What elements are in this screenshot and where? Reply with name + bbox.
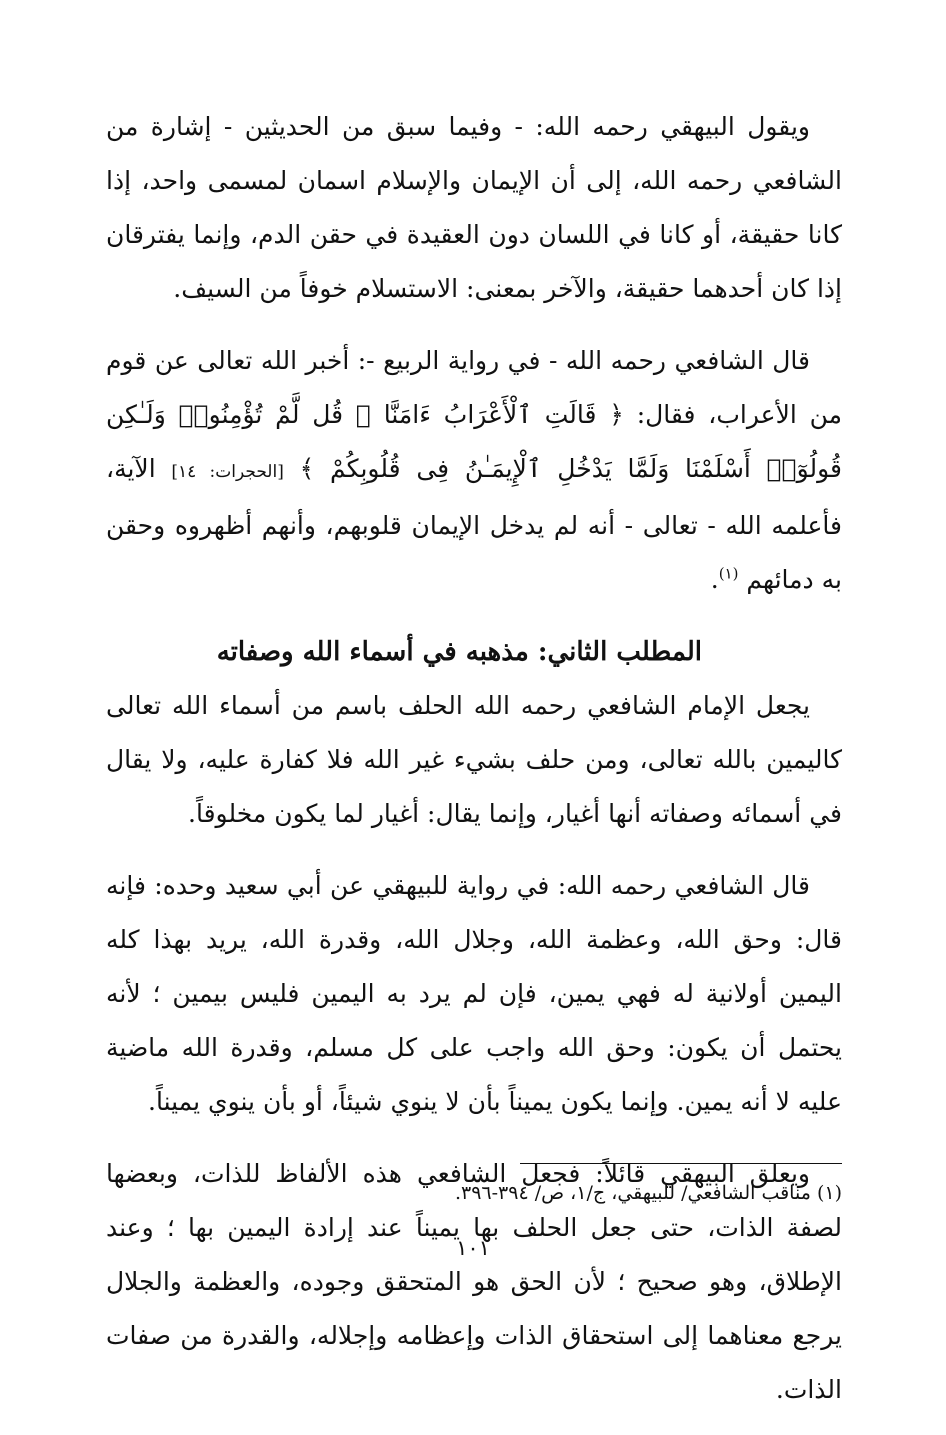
period: .	[710, 565, 719, 594]
quran-verse: ﴿ قَالَتِ ٱلْأَعْرَابُ ءَامَنَّا ۖ قُل لَّمْ تُؤْمِنُوا۟ وَلَـٰكِن قُولُوٓا۟ أَسْلَمْنَا وَلَمَّا يَدْخُلِ ٱلْإِيمَـٰنُ فِى قُلُوبِكُمْ ﴾	[106, 400, 842, 483]
paragraph-bayhaqi-commentary: ويقول البيهقي رحمه الله: - وفيما سبق من الحديثين - إشارة من الشافعي رحمه الله، إلى أن الإيمان والإسلام اسمان لمسمى واحد، إذا كانا حقيقة، أو كانا في اللسان دون العقيدة في حقن الدم، وإنما يفترقان إذا كان أحدهما حقيقة، والآخر بمعنى: الاستسلام خوفاً من السيف.	[106, 112, 842, 303]
paragraph-bayhaqi-conclusion: ويعلق البيهقي قائلاً: فجعل الشافعي هذه الألفاظ للذات، وبعضها لصفة الذات، حتى جعل الحلف بها يميناً عند إرادة اليمين بها ؛ وعند الإطلاق، وهو صحيح ؛ لأن الحق هو المتحقق وجوده، والعظمة والجلال يرجع معناهما إلى استحقاق الذات وإعظامه وإجلاله، والقدرة من صفات الذات.	[106, 1159, 842, 1404]
surah-reference: [الحجرات: ١٤]	[171, 462, 284, 482]
footnote	[106, 1178, 842, 1208]
footnote-marker: (١)	[718, 564, 739, 583]
main-text	[106, 100, 842, 1435]
page-number: ١٠١	[456, 1236, 490, 1260]
footnote-number: (١)	[816, 1182, 842, 1204]
footnote-divider	[520, 1163, 842, 1164]
paragraph-intro-text: قال الشافعي رحمه الله - في رواية الربيع -: أخبر الله تعالى عن قوم من الأعراب، فقال:	[106, 346, 842, 429]
paragraph-oath-by-names: يجعل الإمام الشافعي رحمه الله الحلف باسم من أسماء الله تعالى كاليمين بالله تعالى، ومن حلف بشيء غير الله فلا كفارة عليه، ولا يقال في أسمائه وصفاته أنها أغيار، وإنما يقال: أغيار لما يكون مخلوقاً.	[106, 691, 842, 828]
footnote-text: مناقب الشافعي/ للبيهقي، ج/١، ص/ ٣٩٤-٣٩٦.	[454, 1182, 811, 1204]
paragraph-shafii-rabi-narration	[106, 334, 842, 607]
paragraph-rest-text: الآية، فأعلمه الله - تعالى - أنه لم يدخل الإيمان قلوبهم، وأنهم أظهروه وحقن به دمائهم	[106, 454, 842, 594]
section-heading: المطلب الثاني: مذهبه في أسماء الله وصفاته	[216, 637, 702, 667]
paragraph-shafii-abu-saeed-narration: قال الشافعي رحمه الله: في رواية للبيهقي عن أبي سعيد وحده: فإنه قال: وحق الله، وعظمة الله، وجلال الله، وقدرة الله، يريد بهذا كله اليمين أولانية له فهي يمين، فإن لم يرد به اليمين فليس بيمين ؛ لأنه يحتمل أن يكون: وحق الله واجب على كل مسلم، وقدرة الله ماضية عليه لا أنه يمين. وإنما يكون يميناً بأن لا ينوي شيئاً، أو بأن ينوي يميناً.	[106, 871, 842, 1116]
